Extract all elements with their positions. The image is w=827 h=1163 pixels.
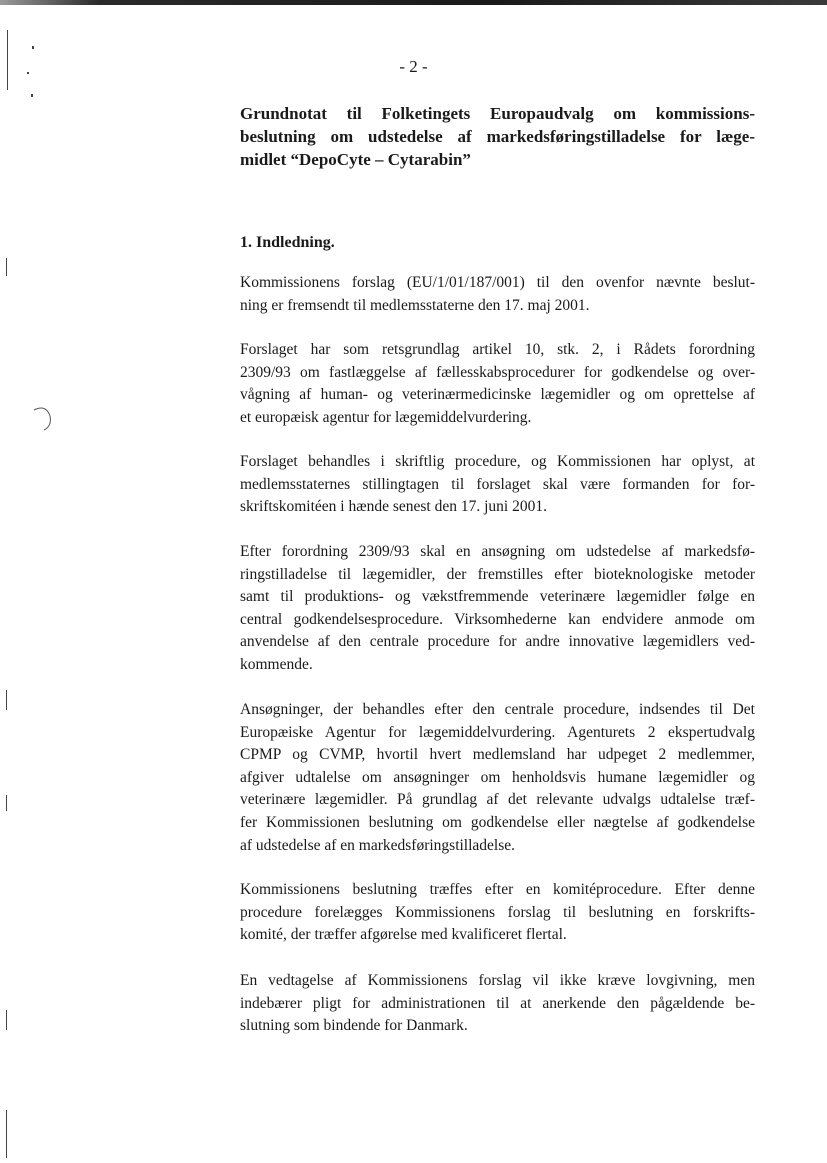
document-title bbox=[240, 102, 755, 171]
text-line: ning er fremsendt til medlemsstaterne den 17. maj 2001. bbox=[240, 296, 590, 314]
text-line: Kommissionens beslutning træffes efter en komitéprocedure. Efter denne bbox=[240, 881, 755, 898]
paragraph-3 bbox=[240, 451, 755, 519]
text-line: central godkendelsesprocedure. Virksomhederne kan endvidere anmode om bbox=[240, 610, 755, 628]
text-line: skriftskomitéen i hænde senest den 17. juni 2001. bbox=[240, 498, 547, 516]
text-line: komité, der træffer afgørelse med kvalificeret flertal. bbox=[240, 926, 567, 944]
text-line: Ansøgninger, der behandles efter den centrale procedure, indsendes til Det bbox=[240, 701, 755, 718]
text-line: afgiver udtalelse om ansøgninger om henholdsvis humane lægemidler og bbox=[240, 768, 755, 786]
text-line: 2309/93 om fastlæggelse af fællesskabsprocedurer for godkendelse og over- bbox=[240, 363, 755, 381]
text-line: anvendelse af den centrale procedure for andre innovative lægemidlers ved- bbox=[240, 633, 755, 651]
paragraph-7 bbox=[240, 970, 755, 1038]
text-line: procedure forelægges Kommissionens forslag til beslutning en forskrifts- bbox=[240, 903, 755, 921]
paragraph-4 bbox=[240, 541, 755, 677]
text-line: samt til produktions- og vækstfremmende veterinære lægemidler følge en bbox=[240, 588, 755, 606]
text-line: medlemsstaternes stillingtagen til forslaget skal være formanden for for- bbox=[240, 475, 755, 493]
paragraph-2 bbox=[240, 339, 755, 429]
scan-artifact-mark bbox=[6, 795, 7, 811]
text-line: kommende. bbox=[240, 655, 313, 673]
text-line: Forslaget behandles i skriftlig procedure, og Kommissionen har oplyst, at bbox=[240, 453, 755, 470]
text-line: Efter forordning 2309/93 skal en ansøgning om udstedelse af markedsfø- bbox=[240, 543, 755, 560]
top-border-rule bbox=[0, 0, 827, 5]
scan-artifact-mark bbox=[6, 690, 7, 710]
text-line: Kommissionens forslag (EU/1/01/187/001) til den ovenfor nævnte beslut- bbox=[240, 274, 755, 291]
text-line: af udstedelse af en markedsføringstilladelse. bbox=[240, 836, 516, 854]
paragraph-1 bbox=[240, 272, 755, 317]
title-line: midlet “DepoCyte – Cytarabin” bbox=[240, 150, 471, 169]
paragraph-5 bbox=[240, 699, 755, 857]
scan-artifact-mark bbox=[6, 1110, 7, 1158]
text-line: indebærer pligt for administrationen til at anerkende den pågældende be- bbox=[240, 994, 755, 1012]
text-line: et europæisk agentur for lægemiddelvurdering. bbox=[240, 408, 532, 426]
text-line: ringstilladelse til lægemidler, der fremstilles efter bioteknologiske metoder bbox=[240, 565, 755, 583]
text-line: Forslaget har som retsgrundlag artikel 10, stk. 2, i Rådets forordning bbox=[240, 341, 755, 358]
text-line: Europæiske Agentur for lægemiddelvurdering. Agenturets 2 ekspertudvalg bbox=[240, 723, 755, 741]
section-heading: 1. Indledning. bbox=[240, 234, 335, 251]
scan-artifact-mark bbox=[6, 258, 7, 276]
paragraph-6 bbox=[240, 879, 755, 947]
page-number: - 2 - bbox=[399, 57, 428, 76]
text-line: vågning af human- og veterinærmedicinske lægemidler og om oprettelse af bbox=[240, 386, 755, 404]
text-line: En vedtagelse af Kommissionens forslag vil ikke kræve lovgivning, men bbox=[240, 972, 755, 989]
text-line: CPMP og CVMP, hvortil hvert medlemsland har udpeget 2 medlemmer, bbox=[240, 746, 755, 764]
text-line: fer Kommissionen beslutning om godkendelse eller nægtelse af godkendelse bbox=[240, 813, 755, 831]
scan-artifact-curve bbox=[32, 402, 54, 432]
text-line: veterinære lægemidler. På grundlag af det relevante udvalgs udtalelse træf- bbox=[240, 791, 755, 809]
text-line: slutning som bindende for Danmark. bbox=[240, 1017, 468, 1035]
title-line: Grundnotat til Folketingets Europaudvalg om kommissions- bbox=[240, 104, 755, 123]
scan-artifact-mark bbox=[31, 94, 33, 97]
scan-artifact-mark bbox=[32, 46, 34, 49]
title-line: beslutning om udstedelse af markedsføringstilladelse for læge- bbox=[240, 127, 755, 146]
scan-artifact-mark bbox=[6, 1010, 7, 1030]
